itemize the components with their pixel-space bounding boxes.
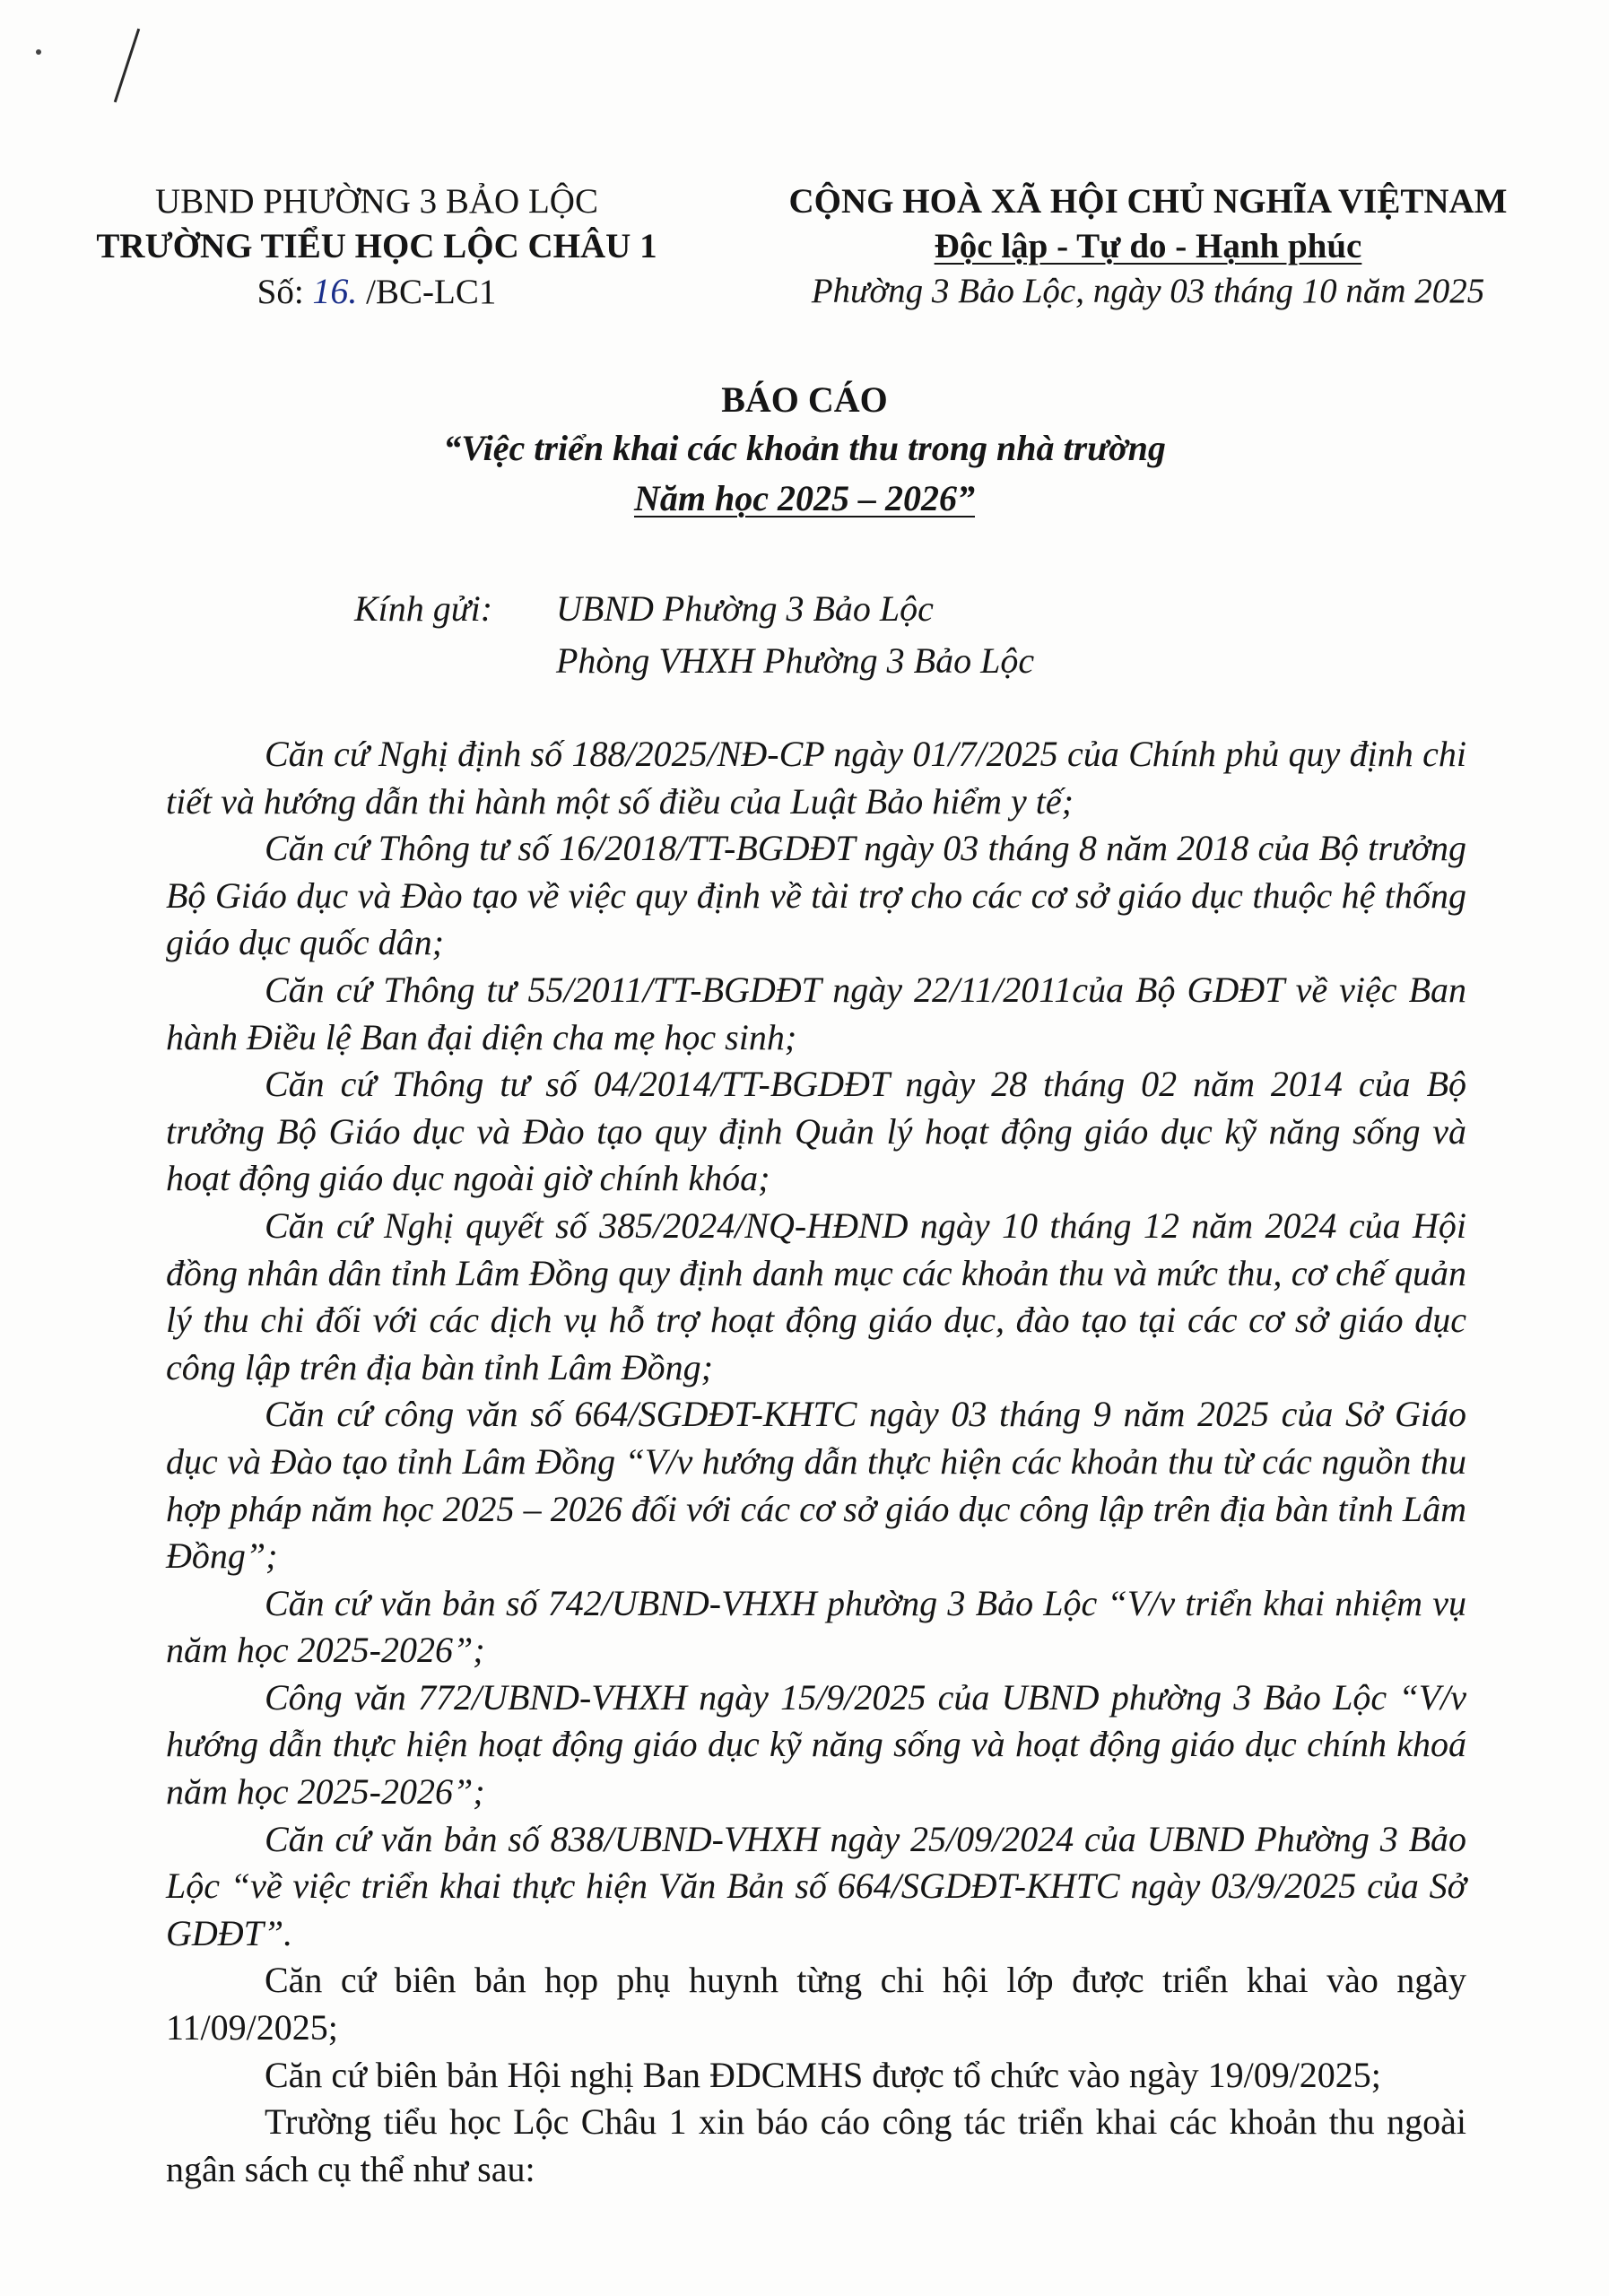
handwritten-number: 16. — [312, 271, 358, 311]
issuer-authority: UBND PHƯỜNG 3 BẢO LỘC — [155, 182, 598, 221]
place-date: Phường 3 Bảo Lộc, ngày 03 tháng 10 năm 2025 — [811, 272, 1485, 310]
issuer-block — [54, 179, 700, 315]
handwritten-slash-mark — [114, 29, 140, 103]
report-body — [166, 731, 1466, 2193]
report-intro-paragraph: Trường tiểu học Lộc Châu 1 xin báo cáo công tác triển khai các khoản thu ngoài ngân sách cụ thể như sau: — [166, 2101, 1466, 2189]
legal-basis-paragraph: Căn cứ công văn số 664/SGDĐT-KHTC ngày 03 tháng 9 năm 2025 của Sở Giáo dục và Đào tạo tỉnh Lâm Đồng “V/v hướng dẫn thực hiện các khoản thu từ các nguồn thu hợp pháp năm học 2025 – 2026 đối với các cơ sở giáo dục công lập trên địa bàn tỉnh Lâm Đồng”; — [166, 1394, 1466, 1577]
pen-dot-mark — [36, 49, 41, 55]
report-title-block — [0, 377, 1609, 524]
national-name: CỘNG HOÀ XÃ HỘI CHỦ NGHĨA VIỆTNAM — [788, 182, 1508, 221]
recipient-item: UBND Phường 3 Bảo Lộc — [556, 588, 934, 629]
legal-basis-paragraph: Căn cứ văn bản số 838/UBND-VHXH ngày 25/09/2024 của UBND Phường 3 Bảo Lộc “về việc triển khai thực hiện Văn Bản số 664/SGDĐT-KHTC ngày 03/9/2025 của Sở GDĐT”. — [166, 1818, 1466, 1953]
national-motto: Độc lập - Tự do - Hạnh phúc — [934, 227, 1362, 265]
legal-basis-paragraph: Căn cứ văn bản số 742/UBND-VHXH phường 3 Bảo Lộc “V/v triển khai nhiệm vụ năm học 2025-2026”; — [166, 1582, 1466, 1671]
recipients-label: Kính gửi: — [354, 588, 493, 629]
report-school-year: Năm học 2025 – 2026” — [634, 478, 975, 518]
document-number — [54, 269, 700, 315]
report-title: BÁO CÁO — [721, 379, 888, 420]
legal-basis-paragraph: Căn cứ Thông tư 55/2011/TT-BGDĐT ngày 22/11/2011của Bộ GDĐT về việc Ban hành Điều lệ Ban đại diện cha mẹ học sinh; — [166, 969, 1466, 1057]
meeting-minutes-paragraph: Căn cứ biên bản Hội nghị Ban ĐDCMHS được tổ chức vào ngày 19/09/2025; — [265, 2054, 1381, 2095]
meeting-minutes-paragraph: Căn cứ biên bản họp phụ huynh từng chi hội lớp được triển khai vào ngày 11/09/2025; — [166, 1960, 1466, 2048]
legal-basis-paragraph: Căn cứ Nghị định số 188/2025/NĐ-CP ngày 01/7/2025 của Chính phủ quy định chi tiết và hướng dẫn thi hành một số điều của Luật Bảo hiểm y tế; — [166, 734, 1466, 822]
legal-basis-paragraph: Căn cứ Nghị quyết số 385/2024/NQ-HĐND ngày 10 tháng 12 năm 2024 của Hội đồng nhân dân tỉnh Lâm Đồng quy định danh mục các khoản thu và mức thu, cơ chế quản lý thu chi đối với các dịch vụ hỗ trợ hoạt động giáo dục, đào tạo tại các cơ sở giáo dục công lập trên địa bàn tỉnh Lâm Đồng; — [166, 1205, 1466, 1387]
legal-basis-paragraph: Căn cứ Thông tư số 04/2014/TT-BGDĐT ngày 28 tháng 02 năm 2014 của Bộ trưởng Bộ Giáo dục và Đào tạo quy định Quản lý hoạt động giáo dục kỹ năng sống và hoạt động giáo dục ngoài giờ chính khóa; — [166, 1064, 1466, 1199]
legal-basis-paragraph: Công văn 772/UBND-VHXH ngày 15/9/2025 của UBND phường 3 Bảo Lộc “V/v hướng dẫn thực hiện hoạt động giáo dục kỹ năng sống và hoạt động giáo dục chính khoá năm học 2025-2026”; — [166, 1676, 1466, 1813]
report-subject: “Việc triển khai các khoản thu trong nhà trường — [443, 428, 1166, 468]
recipients-block — [354, 583, 1034, 687]
issuer-school: TRƯỜNG TIỂU HỌC LỘC CHÂU 1 — [96, 227, 657, 265]
document-number-prefix: Số: — [257, 273, 304, 311]
legal-basis-paragraph: Căn cứ Thông tư số 16/2018/TT-BGDĐT ngày 03 tháng 8 năm 2018 của Bộ trưởng Bộ Giáo dục và Đào tạo về việc quy định về tài trợ cho các cơ sở giáo dục thuộc hệ thống giáo dục quốc dân; — [166, 828, 1466, 963]
recipient-item: Phòng VHXH Phường 3 Bảo Lộc — [556, 640, 1035, 681]
national-motto-block — [718, 179, 1579, 314]
document-number-suffix: /BC-LC1 — [366, 273, 497, 311]
